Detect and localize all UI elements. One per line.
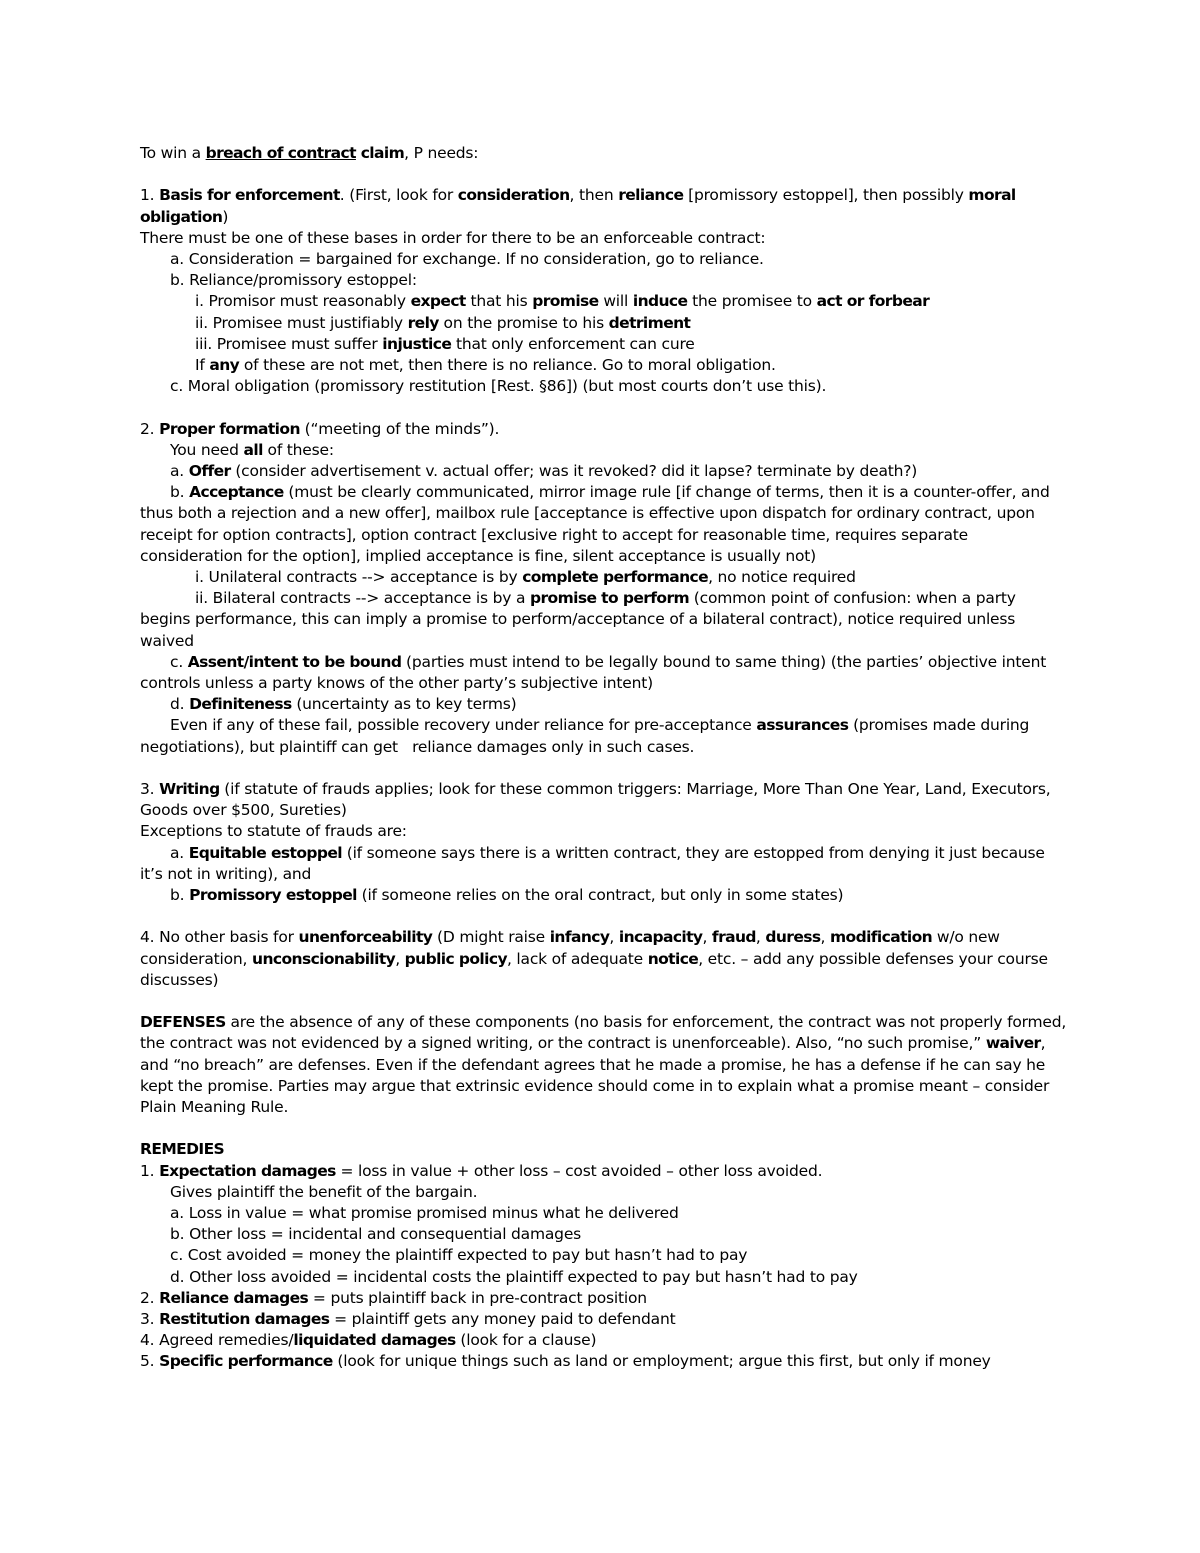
bold-term: incapacity [618, 928, 703, 947]
bold-term: consideration [457, 186, 570, 205]
text: (if statute of frauds applies; look for these common triggers: Marriage, More Than One Year, Land, Executors, Goods over $500, Sureties) [140, 780, 1051, 820]
list-item [140, 843, 1070, 885]
section-2-heading [140, 419, 1070, 440]
list-item: a. Loss in value = what promise promised minus what he delivered [170, 1204, 679, 1223]
bold-term: injustice [382, 334, 452, 353]
text: (“meeting of the minds”). [299, 419, 500, 438]
text: (look for a clause) [455, 1331, 597, 1350]
text: ii. Promisee must justifiably [195, 313, 408, 332]
list-item [140, 355, 1070, 376]
defenses-paragraph [140, 1012, 1070, 1118]
list-item [140, 334, 1070, 355]
list-item: c. Moral obligation (promissory restitution [Rest. §86]) (but most courts don’t use this). [170, 377, 827, 396]
section-4-paragraph [140, 927, 1070, 991]
text: 2. [140, 419, 160, 438]
text: 1. [140, 186, 160, 205]
bold-term: Definiteness [189, 695, 292, 714]
bold-term: Expectation damages [159, 1161, 336, 1180]
bold-term: assurances [756, 716, 849, 735]
text: are the absence of any of these components (no basis for enforcement, the contract was not properly formed, the contract was not evidenced by a signed writing, or the contract is unenforceable). Also, “no such promise,” [140, 1013, 1067, 1053]
list-item [140, 291, 1070, 312]
bold-term: unconscionability [252, 949, 396, 968]
text: a. [170, 462, 189, 481]
list-item [140, 885, 1070, 906]
bold-term: Basis for enforcement [159, 186, 340, 205]
text: (consider advertisement v. actual offer; was it revoked? did it lapse? terminate by death?) [230, 462, 918, 481]
text: Even if any of these fail, possible recovery under reliance for pre-acceptance [170, 716, 757, 735]
bold-term: Writing [159, 780, 220, 799]
text: (if someone says there is a written contract, they are estopped from denying it just because it’s not in writing), and [140, 843, 1045, 883]
text: (D might raise [432, 928, 550, 947]
list-item: a. Consideration = bargained for exchange. If no consideration, go to reliance. [170, 250, 764, 268]
list-item [140, 313, 1070, 334]
bold-term: rely [407, 313, 439, 332]
text: (look for unique things such as land or employment; argue this first, but only if money [332, 1352, 991, 1371]
text: , [609, 928, 619, 947]
bold-term: all [243, 440, 263, 459]
paragraph [140, 715, 1070, 757]
text: 4. Agreed remedies/ [140, 1331, 294, 1350]
text: 3. [140, 1310, 160, 1329]
text: = loss in value + other loss – cost avoided – other loss avoided. [335, 1161, 823, 1180]
text: , [820, 928, 830, 947]
bold-term: Proper formation [159, 419, 300, 438]
text: iii. Promisee must suffer [195, 334, 383, 353]
section-1-heading [140, 185, 1070, 227]
bold-term: expect [410, 292, 466, 311]
text: of these are not met, then there is no reliance. Go to moral obligation. [239, 356, 776, 375]
paragraph-line: Exceptions to statute of frauds are: [140, 822, 407, 841]
text: (if someone relies on the oral contract, but only in some states) [356, 886, 844, 905]
bold-term: Equitable estoppel [188, 843, 342, 862]
text: (parties must intend to be legally bound to same thing) (the parties’ objective intent controls unless a party knows of the other party’s subjective intent) [140, 652, 1047, 693]
bold-term: complete performance [522, 568, 709, 587]
bold-term: Reliance damages [159, 1288, 309, 1307]
bold-term: moral obligation [140, 186, 1016, 226]
text: ) [222, 207, 229, 226]
text: will [598, 292, 633, 311]
text: , and “no breach” are defenses. Even if the defendant agrees that he made a promise, he has a defense if he can say he kept the promise. Parties may argue that extrinsic evidence should come in to explain what a promise meant – consider Plain Meaning Rule. [140, 1034, 1050, 1117]
list-item [140, 1288, 1070, 1309]
bold-term: Offer [188, 462, 231, 481]
text: that his [465, 292, 533, 311]
bold-term: act or forbear [816, 292, 930, 311]
bold-term: notice [647, 949, 699, 968]
bold-term: Promissory estoppel [189, 886, 357, 905]
text: , etc. – add any possible defenses your course discusses) [140, 949, 1048, 989]
bold-term: reliance [618, 186, 684, 205]
text: , P needs: [404, 144, 479, 162]
text: . (First, look for [339, 186, 458, 205]
list-item [140, 1330, 1070, 1351]
list-item [140, 588, 1070, 652]
text: , [395, 949, 405, 968]
list-item: d. Other loss avoided = incidental costs the plaintiff expected to pay but hasn’t had to pay [170, 1267, 858, 1286]
list-item [140, 482, 1070, 567]
text: , no notice required [708, 568, 856, 587]
intro-line [140, 143, 1070, 164]
bold-term: modification [829, 928, 933, 947]
bold-term: duress [765, 928, 821, 947]
bold-term: fraud [711, 928, 756, 947]
bold-term: waiver [985, 1034, 1041, 1053]
text: , [702, 928, 712, 947]
text: = plaintiff gets any money paid to defendant [329, 1310, 676, 1329]
section-3-heading [140, 779, 1070, 821]
bold-term: detriment [608, 313, 691, 332]
bold-term: public policy [404, 949, 507, 968]
text: 4. No other basis for [140, 928, 299, 947]
remedies-heading [140, 1139, 1070, 1160]
paragraph-line: Gives plaintiff the benefit of the bargain. [170, 1182, 478, 1201]
text: (uncertainty as to key terms) [291, 695, 517, 714]
text: To win a [140, 144, 206, 162]
bold-term: promise to perform [529, 589, 690, 608]
bold-term: DEFENSES [140, 1013, 226, 1032]
bold-term: REMEDIES [140, 1140, 225, 1159]
bold-term: induce [632, 292, 688, 311]
list-item [140, 567, 1070, 588]
document-page [140, 143, 1070, 1373]
list-item [140, 694, 1070, 715]
list-item [140, 1161, 1070, 1182]
text: 1. [140, 1161, 160, 1180]
bold-term: claim [355, 144, 405, 162]
bold-term: Assent/intent to be bound [187, 652, 402, 671]
text: of these: [262, 440, 334, 459]
paragraph-line [140, 440, 1070, 461]
text: b. [170, 886, 190, 905]
list-item: b. Reliance/promissory estoppel: [170, 271, 417, 290]
bold-term: promise [532, 292, 599, 311]
list-item [140, 461, 1070, 482]
bold-term: breach of contract [205, 144, 356, 162]
text: [promissory estoppel], then possibly [683, 186, 969, 205]
bold-term: Acceptance [189, 483, 284, 502]
bold-term: infancy [549, 928, 610, 947]
bold-term: any [209, 356, 240, 375]
list-item: b. Other loss = incidental and consequential damages [170, 1225, 582, 1244]
text: i. Unilateral contracts --> acceptance is by [195, 568, 523, 587]
list-item [140, 652, 1070, 694]
text: b. [170, 483, 190, 502]
text: , [755, 928, 766, 947]
text: a. [170, 843, 189, 862]
text: d. [170, 695, 190, 714]
text: that only enforcement can cure [451, 334, 695, 353]
text: (promises made during negotiations), but plaintiff can get reliance damages only in such cases. [140, 716, 1034, 756]
text: c. [170, 652, 188, 671]
text: = puts plaintiff back in pre-contract position [308, 1288, 647, 1307]
text: You need [170, 440, 244, 459]
bold-term: Restitution damages [159, 1310, 330, 1329]
list-item: c. Cost avoided = money the plaintiff expected to pay but hasn’t had to pay [170, 1246, 748, 1265]
text: , lack of adequate [506, 949, 648, 968]
text: the promisee to [687, 292, 817, 311]
text: on the promise to his [438, 313, 609, 332]
text: ii. Bilateral contracts --> acceptance is by a [195, 589, 530, 608]
text: 2. [140, 1288, 160, 1307]
text: 3. [140, 780, 160, 799]
text: i. Promisor must reasonably [195, 292, 411, 311]
text: 5. [140, 1352, 160, 1371]
bold-term: unenforceability [298, 928, 433, 947]
text: , then [569, 186, 619, 205]
text: If [195, 356, 210, 375]
paragraph-line: There must be one of these bases in order for there to be an enforceable contract: [140, 228, 766, 247]
text: (must be clearly communicated, mirror image rule [if change of terms, then it is a counter-offer, and thus both a rejection and a new offer], mailbox rule [acceptance is effective upon dispatch for ordinary contract, upon receipt for option contracts], option contract [exclusive right to accept for reasonable time, requires separate consideration for the option], implied acceptance is fine, silent acceptance is usually not) [140, 483, 1050, 565]
list-item [140, 1351, 1070, 1372]
bold-term: Specific performance [159, 1352, 333, 1371]
text: (common point of confusion: when a party begins performance, this can imply a promise to perform/acceptance of a bilateral contract), notice required unless waived [140, 589, 1016, 650]
list-item [140, 1309, 1070, 1330]
text: w/o new consideration, [140, 928, 1000, 968]
bold-term: liquidated damages [293, 1331, 456, 1350]
